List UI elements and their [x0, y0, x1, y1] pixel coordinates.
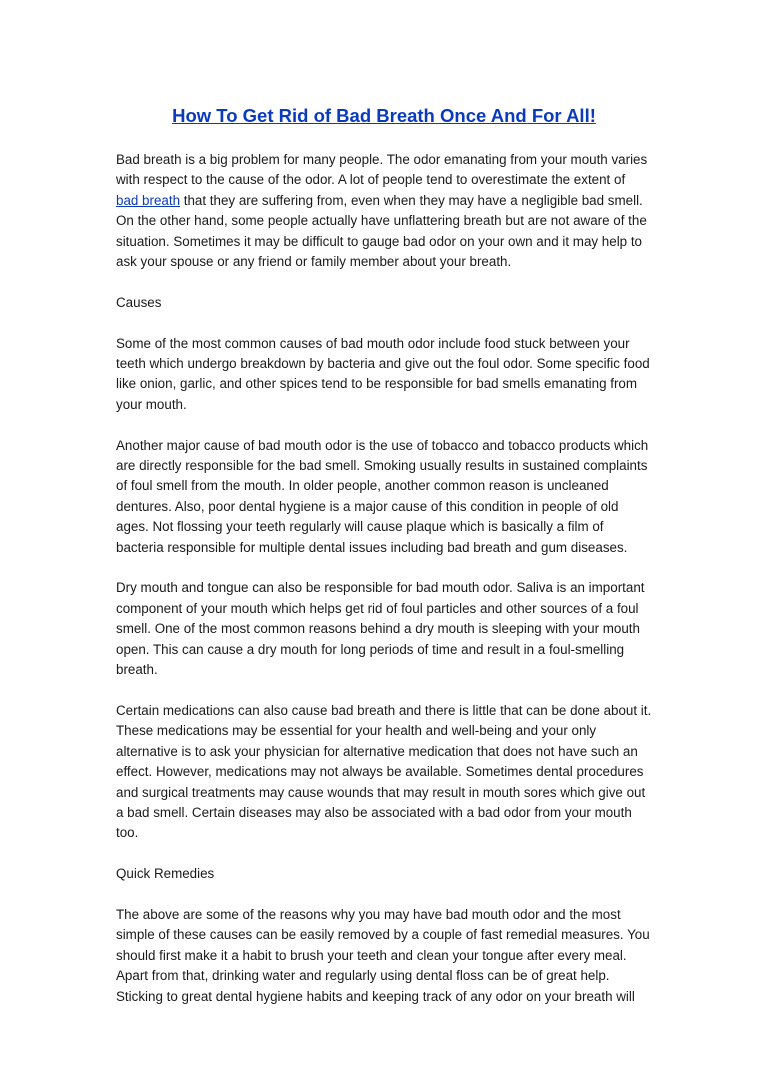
text-line: of foul smell from the mouth. In older people, another common reason is uncleaned — [116, 478, 609, 494]
text-line: ages. Not flossing your teeth regularly will cause plaque which is basically a film of — [116, 519, 604, 535]
text-line: like onion, garlic, and other spices tend to be responsible for bad smells emanating from — [116, 376, 638, 392]
text-line: ask your spouse or any friend or family member about your breath. — [116, 254, 512, 270]
text-line: a bad smell. Certain diseases may also be associated with a bad odor from your mouth — [116, 804, 632, 820]
text-line: Another major cause of bad mouth odor is the use of tobacco and tobacco products which — [116, 437, 649, 453]
text-line: Apart from that, drinking water and regularly using dental floss can be of great help. — [116, 968, 610, 984]
text-line: smell. One of the most common reasons behind a dry mouth is sleeping with your mouth — [116, 621, 640, 637]
text-line: effect. However, medications may not always be available. Sometimes dental procedures — [116, 764, 644, 780]
text-line: situation. Sometimes it may be difficult to gauge bad odor on your own and it may help to — [116, 233, 643, 249]
text-line: These medications may be essential for your health and well-being and your only — [116, 723, 597, 739]
text-line: your mouth. — [116, 396, 187, 412]
quick-remedies-heading: Quick Remedies — [116, 866, 215, 882]
text-line: dentures. Also, poor dental hygiene is a major cause of this condition in people of old — [116, 498, 619, 514]
text-line: breath. — [116, 662, 158, 678]
text-line: simple of these causes can be easily removed by a couple of fast remedial measures. You — [116, 927, 650, 943]
text-line: Bad breath is a big problem for many people. The odor emanating from your mouth varies — [116, 152, 648, 167]
text-line: and surgical treatments may cause wounds that may result in mouth sores which give out — [116, 784, 646, 800]
causes-paragraph-4 — [116, 701, 656, 844]
text-line: too. — [116, 825, 139, 841]
intro-paragraph — [116, 150, 656, 272]
text-line: Dry mouth and tongue can also be responsible for bad mouth odor. Saliva is an important — [116, 580, 645, 596]
text-line: bacteria responsible for multiple dental issues including bad breath and gum diseases. — [116, 539, 628, 555]
title-link[interactable]: How To Get Rid of Bad Breath Once And For All! — [172, 105, 596, 126]
causes-paragraph-2 — [116, 436, 656, 558]
text-line: alternative is to ask your physician for alternative medication that does not have such an — [116, 743, 638, 759]
page-title — [0, 103, 768, 129]
text-line — [116, 191, 656, 211]
text-line: teeth which undergo breakdown by bacteria and give out the foul odor. Some specific food — [116, 356, 650, 372]
article-body — [116, 150, 656, 1027]
text-line: On the other hand, some people actually have unflattering breath but are not aware of the — [116, 213, 647, 229]
text-line: with respect to the cause of the odor. A lot of people tend to overestimate the extent of — [116, 172, 626, 188]
text-line: The above are some of the reasons why you may have bad mouth odor and the most — [116, 906, 621, 922]
text-line: Sticking to great dental hygiene habits and keeping track of any odor on your breath will — [116, 988, 635, 1004]
text-line: should first make it a habit to brush your teeth and clean your tongue after every meal. — [116, 947, 627, 963]
text-line: Certain medications can also cause bad breath and there is little that can be done about it. — [116, 702, 652, 718]
bad-breath-link[interactable]: bad breath — [116, 192, 181, 208]
text-segment: that they are suffering from, even when they may have a negligible bad smell. — [180, 192, 643, 208]
causes-heading: Causes — [116, 294, 162, 310]
causes-paragraph-3 — [116, 578, 656, 680]
text-line: component of your mouth which helps get rid of foul particles and other sources of a foul — [116, 600, 639, 616]
text-line: are directly responsible for the bad smell. Smoking usually results in sustained complaints — [116, 458, 648, 474]
text-line: open. This can cause a dry mouth for long periods of time and result in a foul-smelling — [116, 641, 625, 657]
remedies-paragraph-1 — [116, 905, 656, 1007]
causes-paragraph-1 — [116, 334, 656, 416]
text-line: Some of the most common causes of bad mouth odor include food stuck between your — [116, 335, 630, 351]
